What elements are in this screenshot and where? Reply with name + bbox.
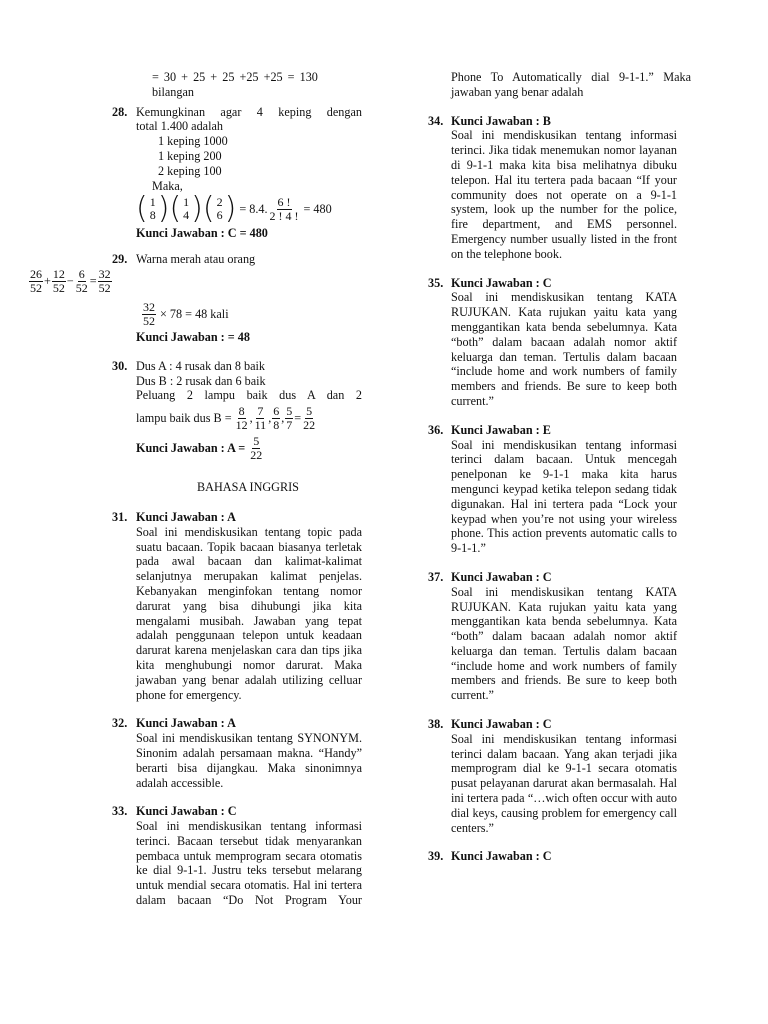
fraction — [235, 405, 249, 432]
fraction-denominator: 8 — [273, 418, 280, 433]
fraction — [52, 268, 66, 295]
explanation-text: Soal ini mendiskusikan tentang informasi terinci dalam bacaan. Untuk mencegah penelponan ke 9-1-1 maka kita harus mengunci keypad ketika telepon sedang tidak digunakan. Hal ini tertera pada “Lock your keypad when you’re not using your wireless phone. This action prevents automatic calls to 9-1-1.” — [451, 437, 677, 556]
fraction-numerator: 32 — [98, 266, 111, 281]
question-35 — [420, 276, 677, 409]
question-31 — [112, 510, 362, 702]
answer-key: Kunci Jawaban : = 48 — [136, 329, 250, 344]
operator: + — [44, 274, 51, 289]
question-number: 30. — [112, 358, 128, 373]
fraction-denominator: 12 — [235, 418, 248, 433]
fraction-numerator: 32 — [143, 299, 155, 314]
list-item: 1 keping 1000 — [158, 134, 228, 149]
carryover-equation: = 30 + 25 + 25 +25 +25 = 130 — [152, 70, 318, 84]
question-number: 38. — [428, 717, 444, 732]
fraction-numerator: 12 — [52, 266, 65, 281]
fraction-numerator: 8 — [238, 404, 245, 419]
question-number: 34. — [428, 113, 444, 128]
question-text: Kemungkinan agar 4 keping dengan — [136, 104, 362, 119]
explanation-text: Soal ini mendiskusikan tentang KATA RUJUKAN. Kata rujukan yaitu kata yang menggantikan kata benda sebelumnya. Kata “both” dalam bacaan adalah nomor aktif keluarga dan teman. Tertulis dalam bacaan “include home and work numbers of family members and friends. Be sure to keep both current.” — [451, 290, 677, 408]
answer-key: Kunci Jawaban : C — [451, 849, 552, 864]
answer-key: Kunci Jawaban : C = 480 — [136, 226, 268, 241]
question-number: 32. — [112, 716, 128, 731]
question-text: Dus A : 4 rusak dan 8 baik — [136, 358, 265, 373]
carryover-word: bilangan — [152, 84, 194, 99]
question-number: 35. — [428, 275, 444, 290]
fraction — [98, 268, 112, 295]
question-39 — [420, 849, 677, 864]
explanation-text: Soal ini mendiskusikan tentang topic pada suatu bacaan. Topik bacaan biasanya terletak pada awal bacaan dan kalimat-kalimat selanjutnya merupakan kalimat penjelas. Kebanyakan menginfokan tentang nomor darurat yang bisa dihubungi jika kita mengalami musibah. Jawaban yang tepat adalah penggunaan telepon untuk keadaan darurat karena menjelaskan cara dan tips jika kita menghubungi nomor darurat. Maka jawaban yang benar adalah utilizing celluar phone for emergency. — [136, 524, 362, 702]
answer-key: Kunci Jawaban : E — [451, 422, 551, 437]
fraction-denominator: 11 — [254, 418, 267, 433]
fraction-numerator: 26 — [30, 266, 42, 281]
binomial-top: 1 — [149, 195, 156, 210]
explanation-text: Soal ini mendiskusikan tentang KATA RUJUKAN. Kata rujukan yaitu kata yang menggantikan kata benda sebelumnya. Kata “both” dalam bacaan adalah nomor aktif keluarga dan teman. Tertulis dalam bacaan “include home and work numbers of family members and friends. Be sure to keep both current.” — [451, 584, 677, 703]
fraction-denominator: 52 — [143, 313, 155, 328]
question-36 — [420, 423, 677, 556]
explanation-text: Soal ini mendiskusikan tentang informasi terinci dalam bacaan. Yang akan terjadi jika memprogram dial ke 9-1-1 secara otomatis pusat pelayanan darurat akan bermasalah. Hal ini tertera pada “…wich often occur with auto dial keys, causing problem for emergency call centers.” — [451, 731, 677, 835]
fraction-numerator: 5 — [253, 434, 260, 449]
question-text: Warna merah atau orang — [136, 252, 256, 267]
fraction — [302, 405, 316, 432]
question-number: 28. — [112, 104, 128, 119]
fraction-numerator: 7 — [257, 404, 264, 419]
explanation-text: Soal ini mendiskusikan tentang SYNONYM. Sinonim adalah persamaan makna. “Handy” berarti bisa dijangkau. Maka sinonimnya adalah accessible. — [136, 731, 362, 790]
question-text: Peluang 2 lampu baik dus A dan 2 — [136, 388, 362, 403]
answer-key: Kunci Jawaban : C — [451, 717, 552, 732]
equation-text: lampu baik dus B = — [136, 411, 232, 426]
fraction-numerator: 6 — [273, 404, 280, 419]
answer-key: Kunci Jawaban : C — [451, 275, 552, 290]
list-item: 1 keping 200 — [158, 148, 222, 163]
equation-result: = 480 — [303, 201, 332, 216]
fraction — [29, 268, 43, 295]
fraction-numerator: 5 — [306, 404, 313, 419]
combination-equation — [136, 191, 362, 227]
question-number: 33. — [112, 804, 128, 819]
carryover-block — [0, 70, 380, 100]
fraction-denominator: 52 — [98, 280, 111, 295]
sum-equation — [28, 268, 380, 295]
equation-text: = 8.4. — [239, 201, 268, 216]
answer-key: Kunci Jawaban : C — [136, 804, 237, 819]
question-number: 36. — [428, 422, 444, 437]
probability-equation — [136, 405, 362, 432]
answer-key: Kunci Jawaban : A — [136, 716, 236, 731]
binomial-bottom: 6 — [216, 208, 223, 223]
binomial-bottom: 8 — [149, 208, 156, 223]
fraction — [75, 268, 89, 295]
left-column — [0, 70, 380, 908]
question-number: 31. — [112, 509, 128, 524]
coin-list — [136, 134, 362, 178]
fraction — [285, 405, 293, 432]
question-29 — [0, 252, 380, 345]
fraction-denominator: 22 — [250, 448, 263, 463]
question-37 — [420, 570, 677, 703]
binomial-top: 2 — [216, 195, 223, 210]
question-text: total 1.400 adalah — [136, 119, 223, 134]
binomial: ( 2 6 ) — [202, 191, 237, 227]
binomial-bottom: 4 — [183, 208, 190, 223]
product-equation — [141, 301, 380, 328]
answer-key: Kunci Jawaban : B — [451, 113, 551, 128]
continued-explanation: Phone To Automatically dial 9-1-1.” Maka jawaban yang benar adalah — [451, 70, 691, 99]
list-item: 2 keping 100 — [158, 163, 222, 178]
question-32 — [112, 716, 362, 790]
answer-key: Kunci Jawaban : A — [136, 509, 236, 524]
question-number: 39. — [428, 849, 444, 864]
question-30 — [112, 359, 362, 462]
fraction — [254, 405, 268, 432]
question-28 — [112, 105, 362, 242]
operator: = — [89, 274, 97, 289]
fraction-denominator: 22 — [303, 418, 316, 433]
fraction — [272, 405, 280, 432]
fraction-numerator: 5 — [286, 404, 293, 419]
explanation-text: Soal ini mendiskusikan tentang informasi terinci. Jika tidak menemukan nomor layanan di 9-1-1 maka kita bisa melihatnya dibuku telepon. Hal itu tertera pada bacaan “If your community does not operate on a 9-1-1 system, look up the number for the police, fire department, and EMS personnel. Emergency number usually listed in the front on the telephone book. — [451, 128, 677, 261]
binomial: ( 1 4 ) — [169, 191, 203, 227]
question-38 — [420, 717, 677, 835]
fraction-denominator: 52 — [52, 280, 65, 295]
question-number: 29. — [112, 252, 128, 267]
answer-key: Kunci Jawaban : C — [451, 569, 552, 584]
separator: , — [268, 411, 272, 426]
factorial-fraction — [269, 196, 300, 223]
fraction-denominator: 52 — [30, 280, 42, 295]
fraction — [249, 435, 263, 462]
operator: − — [66, 274, 74, 289]
section-heading: BAHASA INGGRIS — [197, 480, 299, 495]
fraction-numerator: 6 ! — [277, 194, 291, 209]
maka-label: Maka, — [152, 178, 183, 193]
fraction-denominator: 52 — [75, 280, 88, 295]
binomial: ( 1 8 ) — [136, 191, 170, 227]
explanation-text: Soal ini mendiskusikan tentang informasi terinci. Bacaan tersebut tidak menyarankan pembaca untuk memprogram secara otomatis ke dial 9-1-1. Justru teks tersebut melarang untuk mendial secara otomatis. Hal ini tertera dalam bacaan “Do Not Program Your — [136, 819, 362, 908]
fraction-denominator: 2 ! 4 ! — [269, 208, 299, 223]
right-column — [420, 70, 690, 864]
fraction-denominator: 7 — [286, 418, 293, 433]
separator: , — [249, 411, 253, 426]
answer-key-label: Kunci Jawaban : A = — [136, 441, 246, 456]
fraction-numerator: 6 — [78, 266, 85, 281]
question-text: Dus B : 2 rusak dan 6 baik — [136, 373, 266, 388]
question-33 — [112, 804, 362, 908]
separator: , — [281, 411, 285, 426]
answer-key — [136, 435, 362, 462]
continuation-text — [420, 70, 691, 100]
equation-text: × 78 = 48 kali — [160, 307, 229, 322]
question-34 — [420, 114, 677, 262]
question-number: 37. — [428, 569, 444, 584]
fraction — [142, 301, 156, 328]
operator: = — [294, 411, 302, 426]
binomial-top: 1 — [183, 195, 190, 210]
